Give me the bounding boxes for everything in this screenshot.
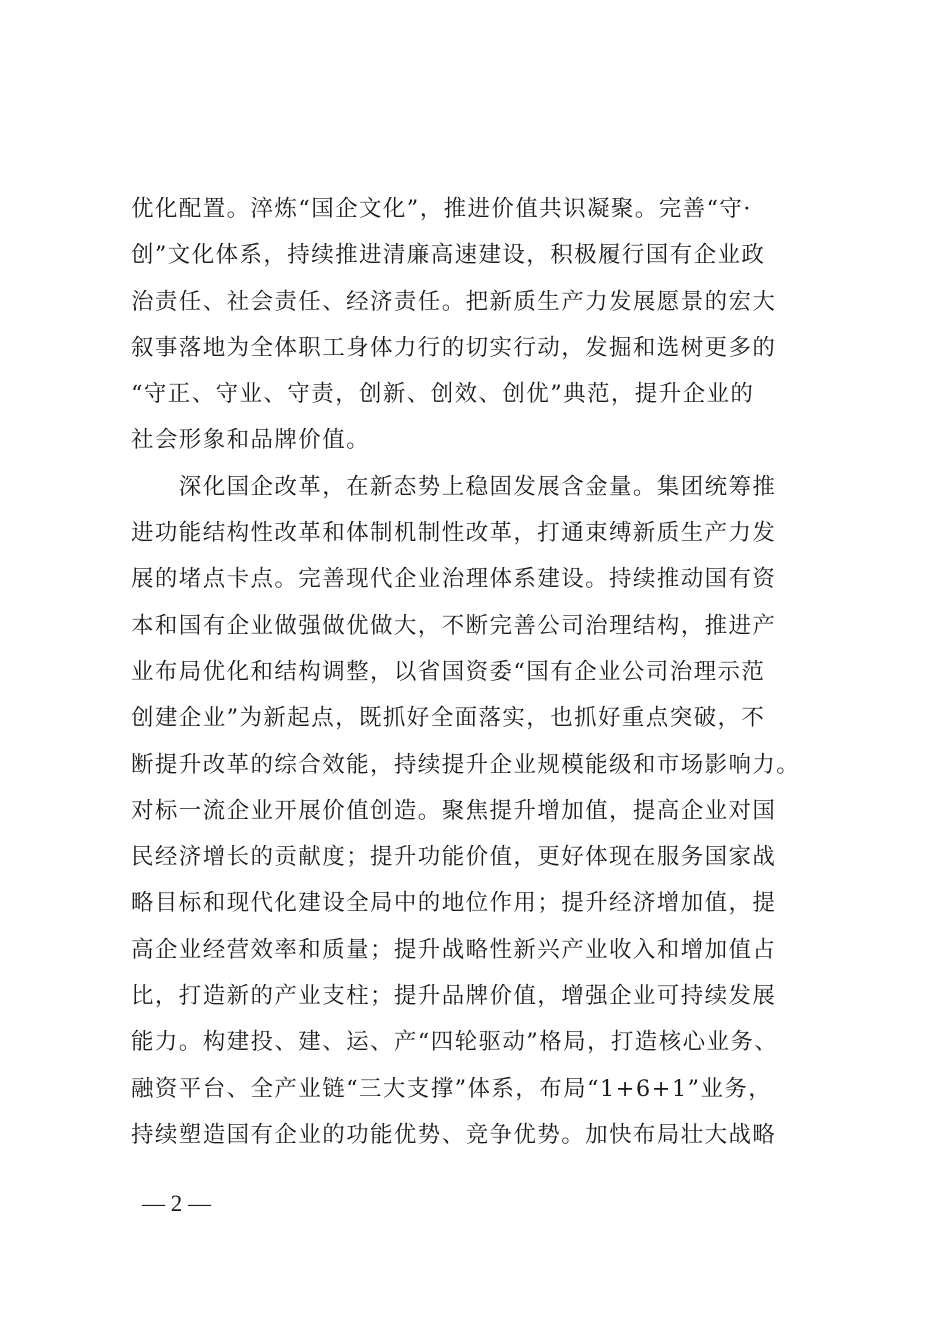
body-text [131, 186, 831, 1158]
text-line-16: 略目标和现代化建设全局中的地位作用；提升经济增加值，提 [131, 890, 777, 917]
text-line-10: 本和国有企业做强做优做大，不断完善公司治理结构，推进产 [131, 612, 777, 639]
text-line-4: 叙事落地为全体职工身体力行的切实行动，发掘和选树更多的 [131, 334, 777, 361]
text-line-3: 治责任、社会责任、经济责任。把新质生产力发展愿景的宏大 [131, 288, 777, 315]
text-line-11: 业布局优化和结构调整，以省国资委“国有企业公司治理示范 [131, 658, 766, 685]
text-line-13: 断提升改革的综合效能，持续提升企业规模能级和市场影响力。 [131, 751, 801, 778]
text-line-6: 社会形象和品牌价值。 [131, 427, 371, 454]
text-line-12: 创建企业”为新起点，既抓好全面落实，也抓好重点突破，不 [131, 705, 766, 732]
page-number: — 2 — [142, 1191, 211, 1216]
text-line-20: 融资平台、全产业链“三大支撑”体系，布局“1+6+1”业务， [131, 1075, 773, 1102]
text-line-1: 优化配置。淬炼“国企文化”，推进价值共识凝聚。完善“守· [131, 196, 752, 222]
text-line-8: 进功能结构性改革和体制机制性改革，打通束缚新质生产力发 [131, 520, 777, 547]
text-line-15: 民经济增长的贡献度；提升功能价值，更好体现在服务国家战 [131, 844, 777, 871]
text-line-7: 深化国企改革，在新态势上稳固发展含金量。集团统筹推 [131, 473, 777, 500]
text-line-17: 高企业经营效率和质量；提升战略性新兴产业收入和增加值占 [131, 936, 777, 963]
text-line-21: 持续塑造国有企业的功能优势、竞争优势。加快布局壮大战略 [131, 1121, 777, 1148]
text-line-14: 对标一流企业开展价值创造。聚焦提升增加值，提高企业对国 [131, 797, 777, 824]
text-line-9: 展的堵点卡点。完善现代企业治理体系建设。持续推动国有资 [131, 566, 777, 593]
text-line-19: 能力。构建投、建、运、产“四轮驱动”格局，打造核心业务、 [131, 1029, 779, 1056]
text-line-5: “守正、守业、守责，创新、创效、创优”典范，提升企业的 [131, 381, 755, 408]
text-line-18: 比，打造新的产业支柱；提升品牌价值，增强企业可持续发展 [131, 983, 777, 1010]
text-line-2: 创”文化体系，持续推进清廉高速建设，积极履行国有企业政 [131, 242, 766, 269]
